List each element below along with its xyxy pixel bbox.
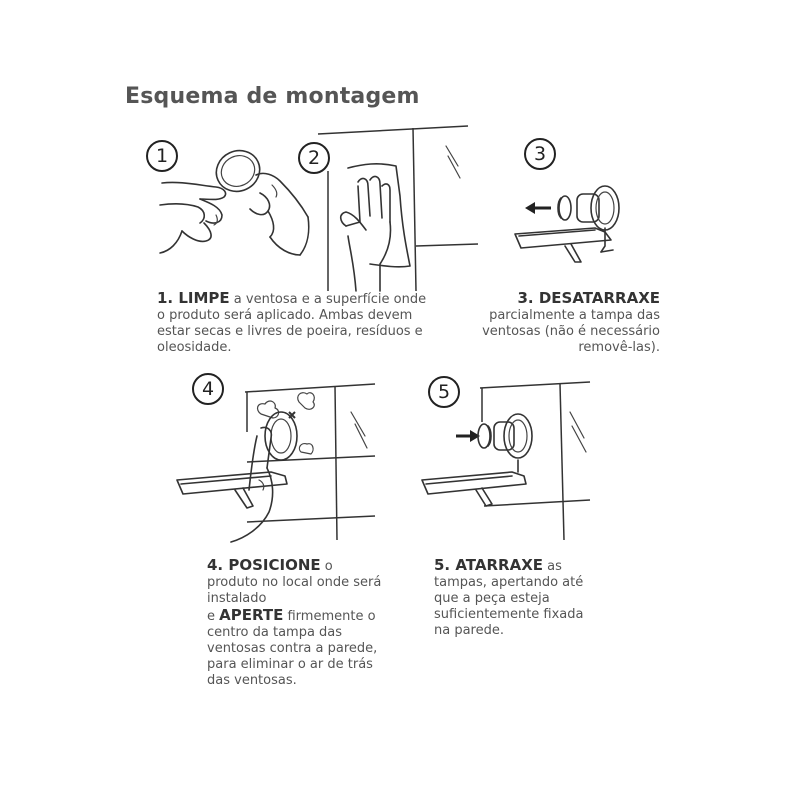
step-5-text: [434, 557, 584, 639]
page-title: Esquema de montagem: [125, 84, 420, 109]
step-4-conj: e: [207, 609, 220, 624]
step-1-lead: 1. LIMPE: [157, 289, 230, 307]
step-3-text: [478, 290, 660, 356]
step-4-body1: o produto no local onde será instalado: [207, 559, 382, 606]
step-4-number: 4: [192, 373, 224, 405]
unscrew-holder-icon: [505, 170, 645, 270]
step-1-text: [157, 290, 427, 356]
step-5-lead: 5. ATARRAXE: [434, 556, 543, 574]
step-3-lead: 3. DESATARRAXE: [517, 289, 660, 307]
step-3-number: 3: [524, 138, 556, 170]
screw-holder-on-wall-icon: [420, 372, 600, 542]
step-1-number: 1: [146, 140, 178, 172]
step-2-number: 2: [298, 142, 330, 174]
hands-wiping-suction-cup-icon: [160, 145, 320, 295]
step-3-body: parcialmente a tampa das ventosas (não é necessário removê-las).: [482, 308, 660, 355]
step-4-lead2: APERTE: [219, 606, 284, 624]
step-4-body2: firmemente o centro da tampa das ventosas contra a parede, para eliminar o ar de trás das ventosas.: [207, 609, 378, 688]
step-4-text: [207, 557, 387, 689]
hand-cleaning-tile-icon: [318, 126, 478, 291]
step-5-body: as tampas, apertando até que a peça esteja suficientemente fixada na parede.: [434, 559, 584, 638]
step-4-lead: 4. POSICIONE: [207, 556, 321, 574]
press-holder-on-wall-icon: [175, 372, 380, 542]
step-1-body: a ventosa e a superfície onde o produto será aplicado. Ambas devem estar secas e livres de poeira, resíduos e oleosidade.: [157, 292, 427, 355]
step-5-number: 5: [428, 376, 460, 408]
